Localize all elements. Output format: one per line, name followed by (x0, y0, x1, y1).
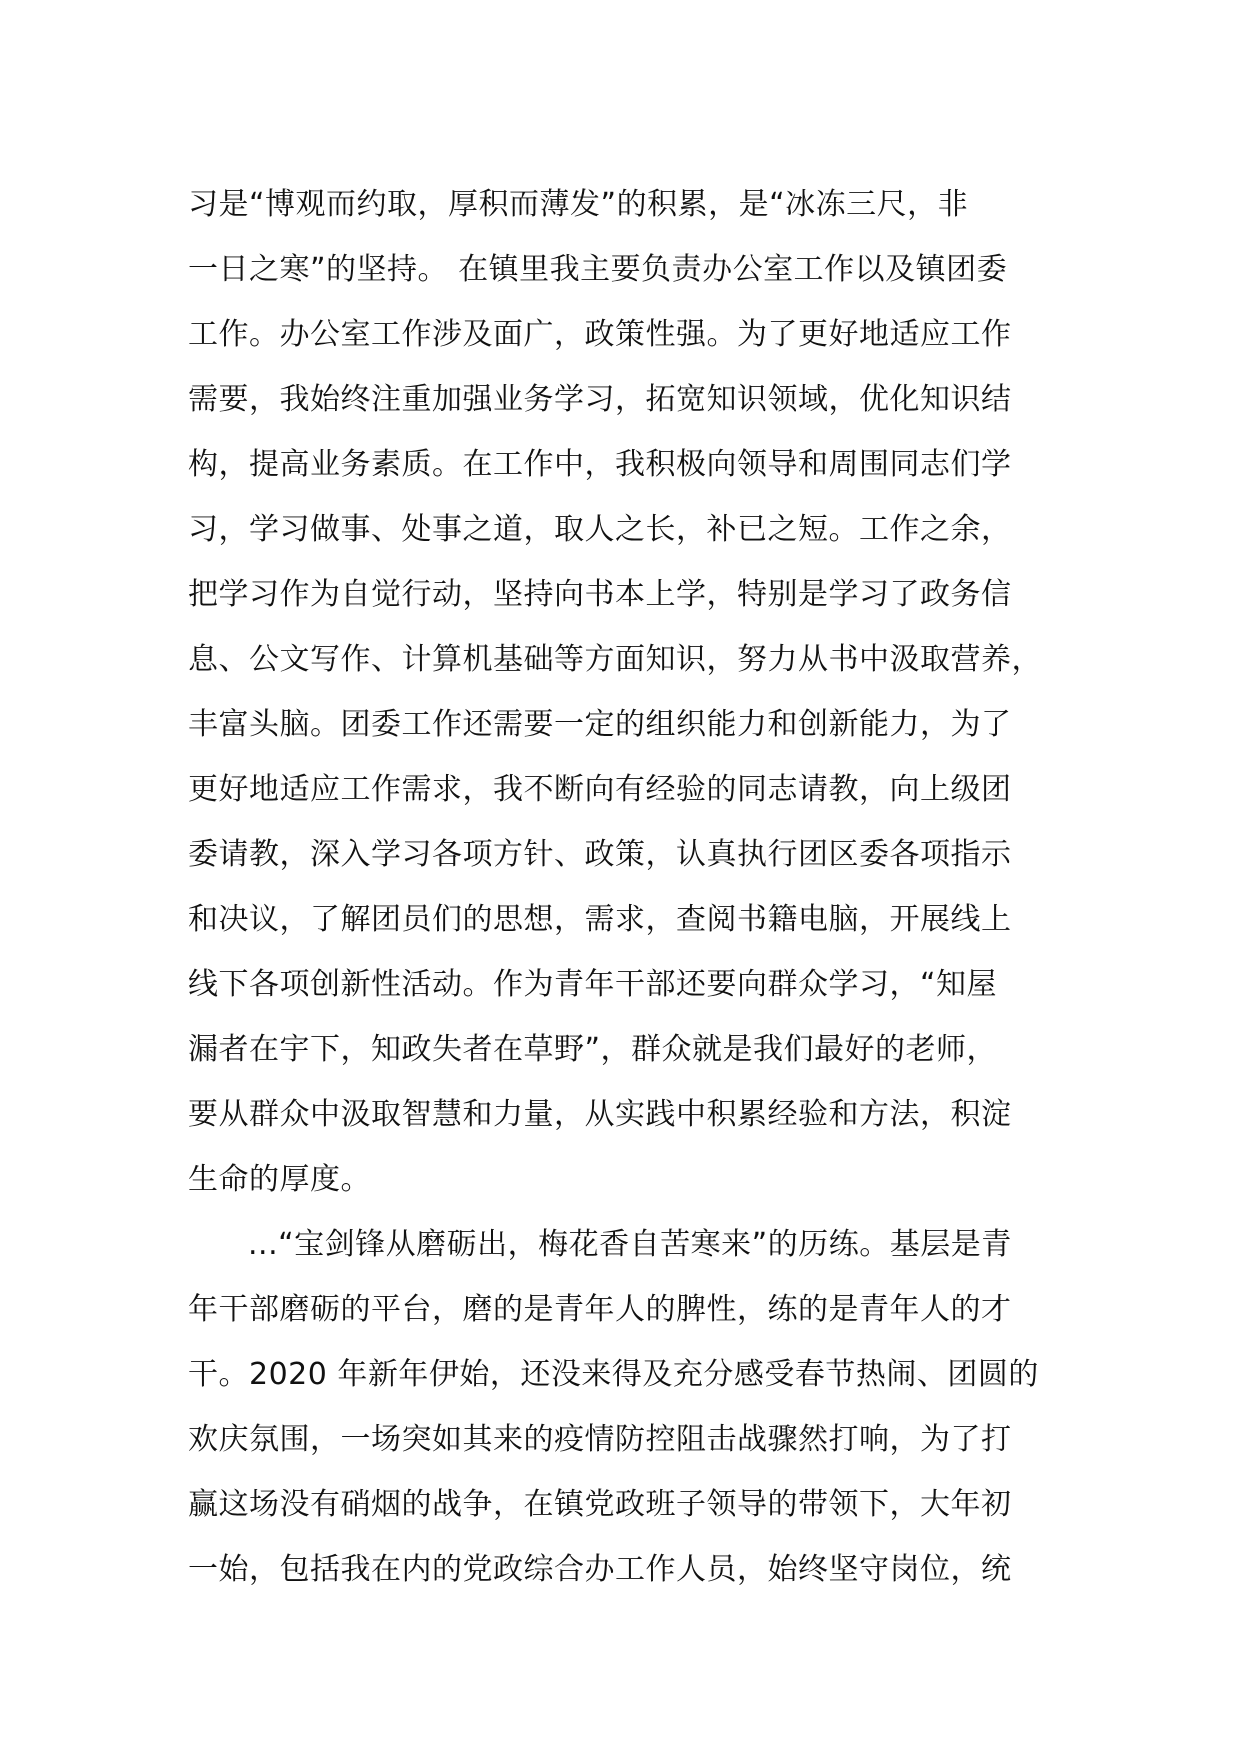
text-line: 构，提高业务素质。在工作中，我积极向领导和周围同志们学 (188, 447, 1012, 482)
text-line: 息、公文写作、计算机基础等方面知识，努力从书中汲取营养， (188, 642, 1042, 677)
paragraph-start-line: ...“宝剑锋从磨砺出，梅花香自苦寒来”的历练。基层是青 (248, 1227, 1012, 1262)
text-line: 欢庆氛围，一场突如其来的疫情防控阻击战骤然打响，为了打 (188, 1422, 1012, 1457)
text-line: 习是“博观而约取，厚积而薄发”的积累，是“冰冻三尺，非 (188, 187, 969, 222)
text-line: 把学习作为自觉行动，坚持向书本上学，特别是学习了政务信 (188, 577, 1012, 612)
text-line: 一日之寒”的坚持。 在镇里我主要负责办公室工作以及镇团委 (188, 252, 1008, 287)
text-line: 习，学习做事、处事之道，取人之长，补已之短。工作之余， (188, 512, 1012, 547)
text-line: 年干部磨砺的平台，磨的是青年人的脾性，练的是青年人的才 (188, 1292, 1012, 1327)
text-line: 和决议，了解团员们的思想，需求，查阅书籍电脑，开展线上 (188, 902, 1012, 937)
text-line: 赢这场没有硝烟的战争，在镇党政班子领导的带领下，大年初 (188, 1487, 1012, 1522)
text-line: 线下各项创新性活动。作为青年干部还要向群众学习，“知屋 (188, 967, 998, 1002)
text-line: 漏者在宇下，知政失者在草野”，群众就是我们最好的老师， (188, 1032, 998, 1067)
text-line: 需要，我始终注重加强业务学习，拓宽知识领域，优化知识结 (188, 382, 1012, 417)
text-line: 要从群众中汲取智慧和力量，从实践中积累经验和方法，积淀 (188, 1097, 1012, 1132)
text-line: 委请教，深入学习各项方针、政策，认真执行团区委各项指示 (188, 837, 1012, 872)
text-line: 更好地适应工作需求，我不断向有经验的同志请教，向上级团 (188, 772, 1012, 807)
text-line: 丰富头脑。团委工作还需要一定的组织能力和创新能力，为了 (188, 707, 1012, 742)
text-line: 生命的厚度。 (188, 1162, 371, 1197)
text-line: 干。2020 年新年伊始，还没来得及充分感受春节热闹、团圆的 (188, 1357, 1039, 1392)
text-line: 一始，包括我在内的党政综合办工作人员，始终坚守岗位，统 (188, 1552, 1012, 1587)
body-text (188, 172, 1068, 1602)
text-line: 工作。办公室工作涉及面广，政策性强。为了更好地适应工作 (188, 317, 1012, 352)
